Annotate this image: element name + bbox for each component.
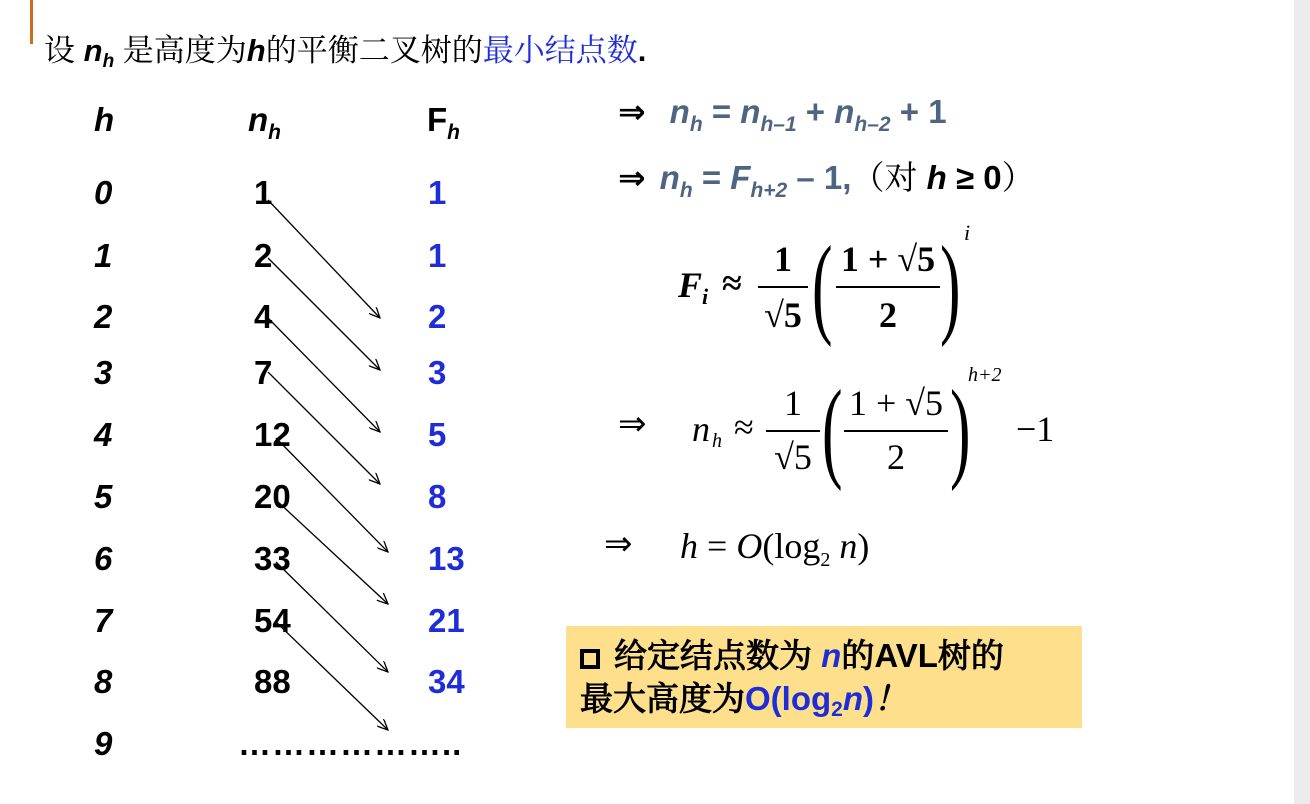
arrow-line [268,200,380,318]
slide-accent-bar [30,0,33,44]
fh-value: 34 [428,663,465,700]
h-value: 6 [94,540,113,577]
fibonacci-relation: ⇒ $n_h = F_{h+2} - 1$,（对 h ≥ 0） [618,159,1035,202]
fh-value: 3 [428,354,447,391]
h-value: 8 [94,663,113,700]
arrow-line [276,622,388,730]
nh-value: 20 [254,478,291,515]
h-value: 5 [94,478,113,515]
h-value: 9 [94,725,113,762]
arrow-line [276,500,388,604]
slide-title: 设 $n_h$ 是高度为h的平衡二叉树的最小结点数. [44,33,647,72]
checkbox-bullet-icon [580,649,600,669]
nh-value: 54 [254,602,291,639]
arrow-line [276,438,388,552]
note-line-1: 给定结点数为 n的AVL树的 [580,634,1004,677]
title-highlight: 最小结点数 [482,33,638,68]
conclusion-note [566,626,1082,728]
header-h: h [94,101,115,138]
implies-symbol: ⇒ [604,524,633,564]
h-value: 0 [94,174,113,211]
ellipsis: ……………….. [238,725,463,762]
h-value: 4 [94,416,113,453]
nh-value: 33 [254,540,291,577]
height-result: $h = O(\log_2$ n) [680,526,870,572]
fh-value: 21 [428,602,465,639]
fh-value: 1 [428,237,447,274]
fh-value: 5 [428,416,447,453]
fh-value: 2 [428,298,447,335]
nh-value: 1 [254,174,273,211]
nh-value: 12 [254,416,291,453]
var-nh: $n_h$ [83,33,115,72]
note-line-2: 最大高度为$O(\log_2n)$！ [580,680,908,721]
h-value: 7 [94,602,113,639]
header-nh: $n_h$ [248,101,281,144]
fh-value: 8 [428,478,447,515]
nh-value: 88 [254,663,291,700]
h-value: 1 [94,237,113,274]
h-value: 3 [94,354,113,391]
h-value: 2 [94,298,113,335]
implies-symbol: ⇒ [618,404,647,444]
header-fh: $F_h$ [427,101,460,144]
fh-value: 1 [428,174,447,211]
recurrence-equation: ⇒ $n_h = n_{h-1} + n_{h-2} + 1$ [618,93,947,136]
fh-value: 13 [428,540,465,577]
nh-value: 7 [254,354,273,391]
nh-value: 4 [254,298,273,335]
scroll-edge [1294,0,1310,804]
arrow-line [268,258,380,370]
nh-value: 2 [254,237,273,274]
arrow-line [276,562,388,672]
